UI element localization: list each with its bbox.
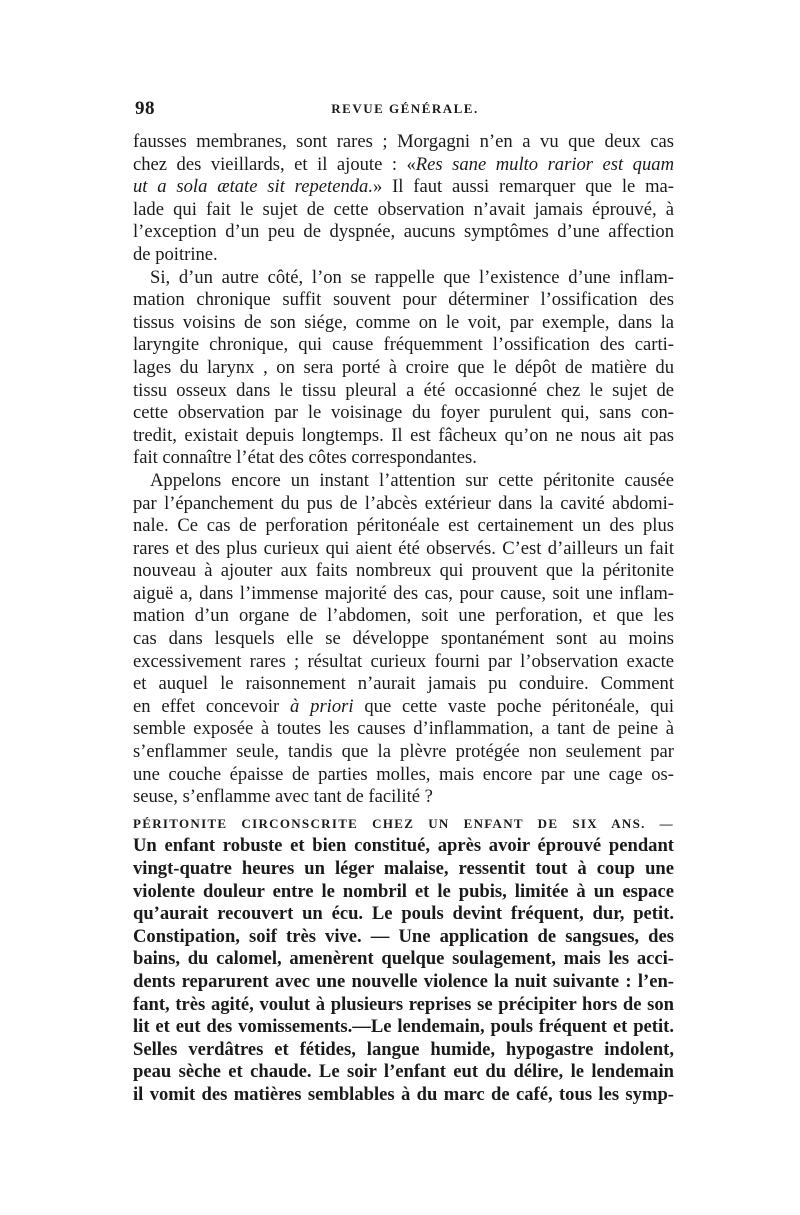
text-line: tissus voisins de son siége, comme on le voit, par exemple, dans la	[133, 311, 674, 333]
paragraph-2	[133, 267, 674, 470]
text-line: tissu osseux dans le tissu pleural a été occasionné chez le sujet de	[133, 379, 674, 401]
text-line: Si, d’un autre côté, l’on se rappelle que l’existence d’une inflam-	[150, 266, 674, 288]
text-line: de poitrine.	[133, 243, 218, 265]
text-line: seuse, s’enflamme avec tant de facilité ?	[133, 786, 433, 808]
text-line: Un enfant robuste et bien constitué, après avoir éprouvé pendant	[133, 835, 674, 857]
running-title: REVUE GÉNÉRALE.	[331, 101, 479, 116]
text-line: Constipation, soif très vive. — Une application de sangsues, des	[133, 925, 674, 947]
text-line: Selles verdâtres et fétides, langue humide, hypogastre indolent,	[133, 1038, 674, 1060]
text-line	[133, 696, 674, 719]
latin-quote: Res sane multo rarior est quam	[415, 153, 674, 175]
text-line: lit et eut des vomissements.—Le lendemain, pouls fréquent et petit.	[133, 1016, 674, 1038]
text-run: chez des vieillards, et il ajoute : «	[133, 153, 416, 175]
text-line: qu’aurait recouvert un écu. Le pouls devint fréquent, dur, petit.	[133, 903, 674, 925]
paragraph-3	[133, 470, 674, 809]
latin-quote: ut a sola ætate sit repetenda.	[133, 176, 373, 198]
paragraph-4	[133, 835, 674, 1106]
text-line: il vomit des matières semblables à du marc de café, tous les symp-	[133, 1083, 674, 1105]
text-line: laryngite chronique, qui cause fréquemment l’ossification des carti-	[133, 334, 674, 356]
text-line: vingt-quatre heures un léger malaise, ressentit tout à coup une	[133, 858, 674, 879]
text-line: fausses membranes, sont rares ; Morgagni n’en a vu que deux cas	[133, 131, 674, 152]
text-line	[133, 154, 674, 177]
text-line: une couche épaisse de parties molles, mais encore par une cage os-	[133, 763, 674, 785]
text-line: l’exception d’un peu de dyspnée, aucuns symptômes d’une affection	[133, 221, 674, 243]
text-line: lade qui fait le sujet de cette observation n’avait jamais éprouvé, à	[133, 198, 674, 220]
text-line: mation d’un organe de l’abdomen, soit une perforation, et que les	[133, 605, 674, 627]
text-run: que cette vaste poche péritonéale, qui	[353, 695, 674, 717]
text-line: et auquel le raisonnement n’aurait jamais pu conduire. Comment	[133, 673, 674, 695]
text-line: cette observation par le voisinage du foyer purulent qui, sans con-	[133, 402, 674, 424]
body-text	[133, 131, 674, 1107]
text-line: peau sèche et chaude. Le soir l’enfant eut du délire, le lendemain	[133, 1061, 674, 1083]
text-line: rares et des plus curieux qui aient été observés. C’est d’ailleurs un fait	[133, 537, 674, 559]
text-line: fant, très agité, voulut à plusieurs reprises se précipiter hors de son	[133, 993, 674, 1015]
text-line: Appelons encore un instant l’attention sur cette péritonite causée	[150, 469, 674, 491]
text-line: cas dans lesquels elle se développe spontanément sont au moins	[133, 628, 674, 650]
text-line: excessivement rares ; résultat curieux fourni par l’observation exacte	[133, 650, 674, 672]
page-number: 98	[135, 98, 155, 119]
text-line: bains, du calomel, amenèrent quelque soulagement, mais les acci-	[133, 948, 674, 970]
text-line: dents reparurent avec une nouvelle violence la nuit suivante : l’en-	[133, 970, 674, 992]
text-line: nale. Ce cas de perforation péritonéale est certainement un des plus	[133, 515, 674, 537]
text-line: s’enflammer seule, tandis que la plèvre protégée non seulement par	[133, 741, 674, 763]
text-line	[133, 176, 674, 199]
latin-phrase: à priori	[290, 695, 354, 717]
text-line: tredit, existait depuis longtemps. Il est fâcheux qu’on ne nous ait pas	[133, 424, 674, 446]
text-line: fait connaître l’état des côtes correspondantes.	[133, 447, 477, 469]
spacer	[133, 809, 674, 812]
section-title: PÉRITONITE CIRCONSCRITE CHEZ UN ENFANT DE SIX ANS. —	[133, 815, 674, 831]
text-line: semble exposée à toutes les causes d’inflammation, a tant de peine à	[133, 718, 674, 740]
text-line: mation chronique suffit souvent pour déterminer l’ossification des	[133, 289, 674, 311]
text-line: aiguë a, dans l’immense majorité des cas, pour cause, soit une inflam-	[133, 582, 674, 604]
text-line: lages du larynx , on sera porté à croire que le dépôt de matière du	[133, 356, 674, 378]
page-header	[135, 98, 675, 124]
text-line: par l’épanchement du pus de l’abcès extérieur dans la cavité abdomi-	[133, 492, 674, 514]
text-line: violente douleur entre le nombril et le pubis, limitée à un espace	[133, 880, 674, 902]
paragraph-1	[133, 131, 674, 267]
text-line: nouveau à ajouter aux faits nombreux qui prouvent que la péritonite	[133, 560, 674, 582]
text-run: » Il faut aussi remarquer que le ma-	[372, 176, 674, 198]
text-run: en effet concevoir	[133, 695, 291, 717]
